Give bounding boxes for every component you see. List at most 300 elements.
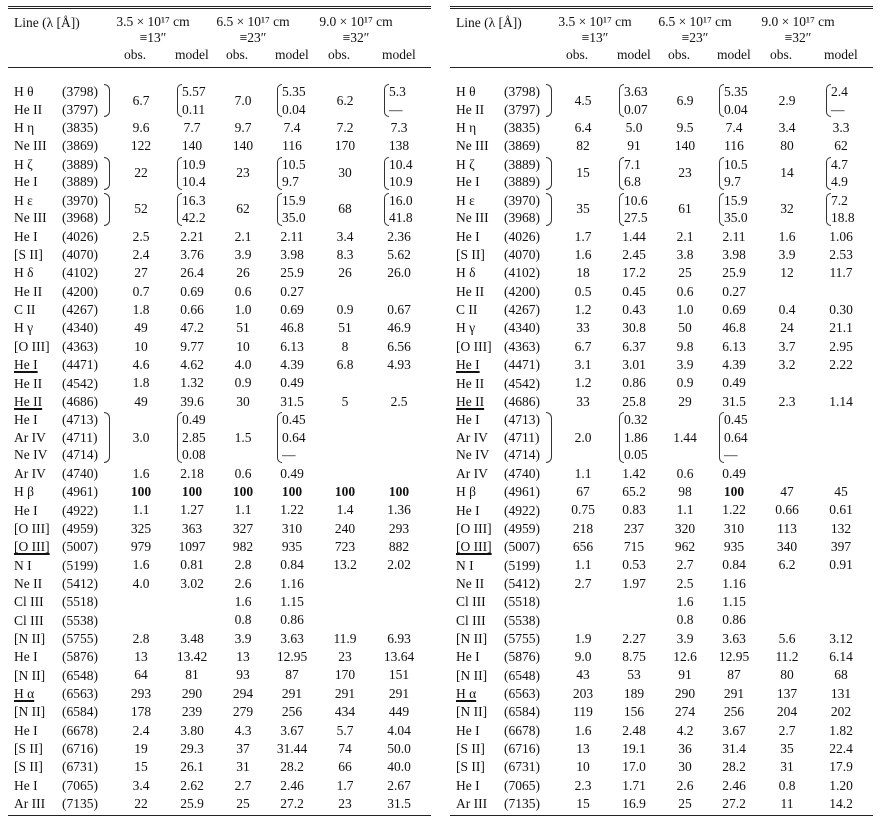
model-value: 9.77 (180, 338, 204, 354)
table-row (450, 520, 873, 538)
ion-label: He II (456, 101, 485, 117)
obs-value: 170 (334, 138, 356, 154)
model-value: 2.11 (722, 228, 746, 244)
model-value: 4.04 (387, 722, 411, 738)
ion-label: Cl III (14, 612, 44, 628)
table-row (450, 356, 873, 374)
obs-value: 982 (232, 539, 254, 554)
wavelength-label: (4471) (62, 357, 98, 373)
table-row (450, 156, 873, 191)
obs-value: 170 (334, 667, 356, 683)
model-value: 1.15 (280, 594, 304, 610)
model-value: 2.95 (829, 338, 853, 354)
table-row (8, 319, 431, 337)
model-value: — (282, 447, 296, 463)
obs-value: 49 (134, 320, 148, 336)
table-row (8, 520, 431, 538)
obs-value: 1.2 (574, 301, 592, 317)
wavelength-label: (6548) (62, 667, 98, 683)
model-header: model (382, 47, 416, 62)
table-row (450, 648, 873, 666)
obs-value: 27 (134, 265, 148, 281)
model-header: model (824, 47, 858, 62)
wavelength-label: (4363) (62, 338, 98, 354)
model-value: 87 (727, 667, 741, 683)
wavelength-label: (3889) (504, 174, 540, 190)
ion-label: He II (14, 375, 43, 391)
obs-value: 2.1 (234, 228, 252, 244)
model-value: 5.57 (182, 84, 206, 99)
model-value: 291 (388, 685, 410, 701)
model-value: 0.49 (280, 375, 304, 391)
table-row (8, 795, 431, 813)
obs-value: 2.7 (234, 777, 252, 793)
model-value: 3.3 (832, 119, 850, 135)
obs-value: 1.2 (574, 375, 592, 391)
obs-value: 3.9 (778, 246, 796, 262)
table-row (8, 483, 431, 501)
obs-value: 434 (334, 704, 356, 720)
model-value: 46.9 (387, 320, 411, 336)
ion-label: H δ (14, 265, 34, 281)
model-value: 100 (281, 483, 303, 499)
model-value: 0.04 (724, 101, 748, 117)
ion-label: [O III] (14, 338, 50, 354)
wavelength-label: (5876) (504, 649, 540, 665)
model-value: 0.84 (280, 557, 304, 573)
obs-value: 0.9 (676, 375, 694, 391)
model-value: 16.0 (389, 192, 413, 208)
obs-value: 656 (572, 539, 594, 554)
obs-value: 11.2 (775, 649, 799, 665)
model-value: 0.49 (280, 465, 304, 481)
model-value: 19.1 (622, 740, 646, 756)
obs-value: 12 (780, 265, 794, 281)
ion-label: Cl III (456, 612, 486, 628)
obs-value: 8 (341, 338, 349, 354)
obs-value: 10 (134, 338, 148, 354)
obs-value: 0.8 (234, 612, 252, 628)
obs-value: 50 (678, 320, 692, 336)
table-rule (450, 8, 873, 9)
wavelength-label: (3835) (504, 120, 540, 135)
obs-value: 2.6 (234, 575, 252, 591)
distance-group-header (647, 14, 743, 46)
table-row (450, 557, 873, 575)
distance-group-header (308, 14, 404, 46)
obs-value: 3.9 (676, 630, 694, 646)
table-row (450, 703, 873, 721)
model-value: — (724, 447, 738, 463)
obs-value: 0.75 (571, 502, 595, 518)
model-value: 0.49 (722, 375, 746, 391)
obs-value: 47 (780, 483, 794, 499)
obs-value: 100 (130, 483, 152, 499)
model-value: 3.02 (180, 575, 204, 591)
wavelength-label: (4200) (504, 283, 540, 299)
ion-label: He I (456, 412, 480, 428)
model-value: 42.2 (182, 210, 206, 226)
model-value: 0.53 (622, 557, 646, 573)
ion-label: H ζ (456, 156, 475, 172)
ion-label: [S II] (456, 759, 485, 775)
obs-value: 1.7 (336, 777, 354, 793)
wavelength-label: (6678) (504, 722, 540, 738)
model-value: 449 (388, 704, 410, 720)
obs-value: 140 (232, 138, 254, 154)
obs-value: 80 (780, 138, 794, 154)
ion-label: Ne III (14, 138, 47, 154)
model-value: 935 (281, 539, 303, 554)
obs-value: 1.6 (574, 722, 592, 738)
model-value: 17.2 (622, 265, 646, 281)
obs-value: 33 (576, 320, 590, 336)
model-value: 2.53 (829, 246, 853, 262)
model-value: 2.18 (180, 465, 204, 481)
table-row (450, 192, 873, 227)
ion-label: He I (14, 777, 38, 793)
model-value: 10.5 (282, 156, 306, 172)
ion-label: H θ (14, 84, 34, 99)
model-value: 31.5 (280, 393, 304, 409)
wavelength-label: (4471) (504, 357, 540, 373)
brace (546, 412, 552, 463)
ion-label: [N II] (456, 630, 488, 646)
model-value: 27.2 (280, 795, 304, 811)
angle-label: ≡13″ (581, 30, 609, 45)
obs-value: 0.9 (336, 301, 354, 317)
wavelength-label: (6678) (62, 722, 98, 738)
table-row (450, 83, 873, 118)
wavelength-label: (5007) (62, 539, 98, 555)
model-value: 7.4 (725, 119, 743, 135)
model-value: 2.67 (387, 777, 411, 793)
obs-value: 3.7 (778, 338, 796, 354)
model-value: 2.02 (387, 557, 411, 573)
ion-label: H η (14, 120, 35, 135)
model-value: 29.3 (180, 740, 204, 756)
table-row (8, 83, 431, 118)
wavelength-label: (3798) (504, 84, 540, 99)
obs-value: 2.0 (574, 429, 592, 445)
obs-value: 23 (338, 649, 352, 665)
model-value: 0.45 (724, 412, 748, 428)
wavelength-label: (5755) (504, 630, 540, 646)
model-value: 68 (834, 667, 848, 683)
model-value: 13.64 (383, 649, 415, 665)
obs-value: 33 (576, 393, 590, 409)
model-value: 0.27 (280, 283, 304, 299)
model-value: 7.7 (183, 119, 201, 135)
ion-label: [N II] (14, 630, 46, 646)
obs-value: 3.8 (676, 246, 694, 262)
obs-value: 0.6 (234, 283, 252, 299)
brace (546, 157, 552, 190)
wavelength-label: (3797) (62, 101, 98, 117)
wavelength-label: (4961) (504, 484, 540, 500)
model-value: 31.5 (387, 795, 411, 811)
model-value: 0.49 (182, 412, 206, 428)
table-row (450, 777, 873, 795)
obs-value: 36 (678, 740, 692, 756)
table-row (8, 630, 431, 648)
model-value: 14.2 (829, 795, 853, 811)
model-value: 1.86 (624, 429, 648, 445)
model-value: 46.8 (722, 320, 746, 336)
model-value: 0.30 (829, 301, 853, 317)
table-row (8, 777, 431, 795)
obs-value: 1.1 (574, 465, 592, 481)
wavelength-label: (3889) (62, 174, 98, 190)
model-value: 5.3 (389, 84, 406, 99)
obs-value: 43 (576, 667, 590, 683)
model-value: 0.83 (622, 502, 646, 518)
table-row (450, 538, 873, 556)
obs-value: 4.6 (132, 356, 150, 372)
model-value: 30.8 (622, 320, 646, 336)
model-value: 35.0 (724, 210, 748, 226)
obs-value: 1.6 (574, 246, 592, 262)
model-value: 27.5 (624, 210, 648, 226)
ion-label: He I (14, 502, 38, 518)
model-value: 31.4 (722, 740, 746, 756)
ion-label: [S II] (456, 741, 485, 757)
obs-value: 723 (334, 539, 356, 554)
obs-value: 13 (576, 740, 590, 756)
ion-label: C II (14, 302, 36, 318)
obs-value: 0.8 (676, 612, 694, 628)
obs-value: 100 (334, 483, 356, 499)
obs-value: 25 (236, 795, 250, 811)
ion-label: He II (14, 101, 43, 117)
obs-value: 3.0 (132, 429, 150, 445)
obs-value: 24 (780, 320, 794, 336)
obs-value: 0.9 (234, 375, 252, 391)
ion-label: H α (14, 686, 35, 701)
model-value: 1.27 (180, 502, 204, 518)
model-value: 10.5 (724, 156, 748, 172)
obs-value: 1.1 (574, 557, 592, 573)
model-value: 290 (181, 685, 203, 701)
obs-value: 98 (678, 483, 692, 499)
wavelength-label: (6731) (62, 759, 98, 775)
ion-label: [O III] (14, 520, 50, 536)
obs-value: 2.8 (132, 630, 150, 646)
model-value: 256 (723, 704, 745, 720)
wavelength-label: (4026) (504, 228, 540, 244)
model-value: 0.32 (624, 412, 648, 428)
ion-label: Ne II (456, 575, 485, 591)
model-value: 15.9 (724, 192, 748, 208)
table-row (450, 502, 873, 520)
wavelength-label: (3798) (62, 84, 98, 99)
ion-label: Ar IV (14, 429, 46, 445)
model-value: 65.2 (622, 483, 646, 499)
wavelength-label: (3970) (62, 192, 98, 208)
model-value: 116 (724, 138, 744, 154)
brace (546, 84, 552, 117)
table-row (450, 795, 873, 813)
model-value: 39.6 (180, 393, 204, 409)
obs-value: 6.2 (336, 92, 354, 108)
model-value: 2.11 (280, 228, 304, 244)
wavelength-label: (5007) (504, 539, 540, 555)
obs-value: 23 (338, 795, 352, 811)
model-value: 0.45 (622, 283, 646, 299)
model-value: 10.9 (389, 174, 413, 190)
model-value: 1.16 (280, 575, 304, 591)
model-value: 25.8 (622, 393, 646, 409)
wavelength-label: (6584) (504, 704, 540, 720)
model-value: 35.0 (282, 210, 306, 226)
ion-label: H γ (456, 320, 476, 336)
wavelength-label: (4714) (62, 447, 98, 463)
model-value: 1.14 (829, 393, 853, 409)
model-value: 3.63 (624, 84, 648, 99)
ion-label: Ar III (14, 796, 46, 812)
ion-label: Ne IV (14, 447, 48, 463)
ion-label: He II (14, 393, 43, 409)
obs-value: 0.6 (234, 465, 252, 481)
table-row (8, 575, 431, 593)
obs-value: 1.5 (234, 429, 252, 445)
obs-header: obs. (328, 47, 351, 62)
model-value: 1097 (178, 539, 206, 554)
table-row (8, 137, 431, 155)
model-value: 0.84 (722, 557, 746, 573)
wavelength-label: (4922) (62, 502, 98, 518)
model-value: 4.39 (280, 356, 304, 372)
obs-value: 0.66 (775, 502, 799, 518)
ion-label: H γ (14, 320, 34, 336)
model-value: 9.7 (724, 174, 741, 190)
model-value: 2.46 (722, 777, 746, 793)
table-row (450, 740, 873, 758)
wavelength-label: (3970) (504, 192, 540, 208)
model-value: 2.45 (622, 246, 646, 262)
ion-label: He I (14, 357, 38, 373)
obs-header: obs. (770, 47, 793, 62)
obs-value: 82 (576, 138, 590, 154)
obs-value: 100 (232, 483, 254, 499)
model-value: 0.86 (622, 375, 646, 391)
obs-value: 52 (134, 201, 148, 217)
model-value: 1.22 (280, 502, 304, 518)
wavelength-label: (4542) (62, 375, 98, 391)
obs-value: 5.7 (336, 722, 354, 738)
model-value: 0.08 (182, 447, 206, 463)
table-row (8, 156, 431, 191)
obs-header: obs. (566, 47, 589, 62)
table-row (8, 301, 431, 319)
model-value: 100 (723, 483, 745, 499)
obs-value: 6.9 (676, 92, 694, 108)
obs-value: 26 (338, 265, 352, 281)
model-value: — (831, 101, 845, 117)
model-value: 31.5 (722, 393, 746, 409)
wavelength-label: (3869) (62, 138, 98, 154)
model-value: 3.80 (180, 722, 204, 738)
brace (104, 157, 110, 190)
model-value: 293 (388, 520, 410, 536)
model-value: 0.64 (724, 429, 748, 445)
wavelength-label: (4363) (504, 338, 540, 354)
table-row (8, 612, 431, 630)
wavelength-label: (5412) (62, 575, 98, 591)
wavelength-label: (4340) (504, 320, 540, 336)
model-value: 3.67 (280, 722, 304, 738)
obs-header: obs. (124, 47, 147, 62)
model-value: 3.76 (180, 246, 204, 262)
table-row (450, 393, 873, 411)
model-value: 0.69 (180, 283, 204, 299)
wavelength-label: (4102) (62, 265, 98, 281)
model-header: model (175, 47, 209, 62)
obs-value: 91 (678, 667, 692, 683)
ion-label: He I (456, 174, 480, 190)
table-row (450, 119, 873, 137)
model-value: 882 (388, 539, 410, 554)
column-header-line: Line (λ [Å]) (14, 15, 80, 30)
model-value: 0.69 (280, 301, 304, 317)
ion-label: He II (456, 375, 485, 391)
obs-value: 30 (678, 759, 692, 775)
ion-label: Ne III (456, 138, 489, 154)
wavelength-label: (4686) (62, 393, 98, 409)
model-value: 0.45 (282, 412, 306, 428)
table-row (450, 593, 873, 611)
model-value: 1.97 (622, 575, 646, 591)
obs-value: 2.9 (778, 92, 796, 108)
model-value: 2.62 (180, 777, 204, 793)
distance-group-header (105, 14, 201, 46)
table-row (8, 758, 431, 776)
ion-label: N I (14, 557, 32, 573)
ion-label: Ar IV (456, 429, 488, 445)
ion-label: He I (456, 228, 480, 244)
obs-value: 0.7 (132, 283, 150, 299)
obs-value: 2.4 (132, 246, 150, 262)
obs-value: 137 (776, 685, 798, 701)
wavelength-label: (3968) (504, 210, 540, 226)
obs-value: 0.8 (778, 777, 796, 793)
brace (104, 193, 110, 226)
model-value: 2.21 (180, 228, 204, 244)
model-value: 239 (181, 704, 203, 720)
ion-label: Ne II (14, 575, 43, 591)
model-value: 0.64 (282, 429, 306, 445)
wavelength-label: (4740) (504, 465, 540, 481)
model-value: 26.0 (387, 265, 411, 281)
model-value: 4.93 (387, 356, 411, 372)
obs-value: 12.6 (673, 649, 697, 665)
model-value: 16.9 (622, 795, 646, 811)
ion-label: [S II] (14, 759, 43, 775)
obs-value: 13.2 (333, 557, 357, 573)
angle-label: ≡23″ (239, 30, 267, 45)
model-value: 310 (281, 520, 303, 536)
model-value: 156 (623, 704, 645, 720)
model-value: 1.36 (387, 502, 411, 518)
model-value: 116 (282, 138, 302, 154)
wavelength-label: (4959) (62, 520, 98, 536)
ion-label: [N II] (14, 704, 46, 720)
ion-label: [O III] (456, 539, 492, 555)
obs-value: 7.0 (234, 92, 252, 108)
obs-value: 67 (576, 483, 590, 499)
model-value: 935 (723, 539, 745, 554)
obs-value: 4.3 (234, 722, 252, 738)
